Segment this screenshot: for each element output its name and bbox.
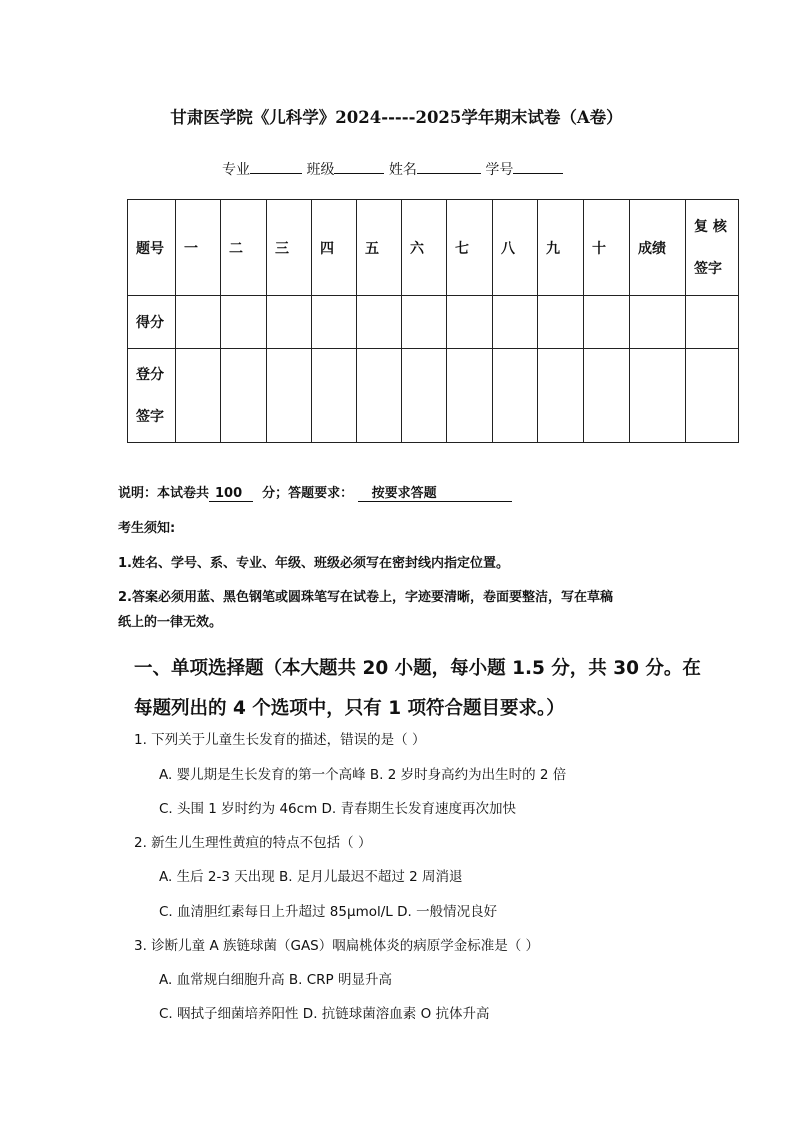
header-cell: 九 — [538, 200, 584, 296]
header-cell: 复 核 签字 — [686, 200, 739, 296]
question-3: 3. 诊断儿童 A 族链球菌（GAS）咽扁桃体炎的病原学金标准是（ ） — [134, 938, 540, 954]
score-table — [127, 199, 739, 443]
desc-prefix: 说明：本试卷共 — [118, 486, 210, 501]
notice-2: 2.答案必须用蓝、黑色钢笔或圆珠笔写在试卷上，字迹要清晰，卷面要整洁，写在草稿 — [118, 590, 613, 605]
header-cell: 题号 — [128, 200, 176, 296]
table-header-row — [128, 200, 739, 296]
score-cell[interactable] — [312, 296, 357, 349]
score-cell[interactable] — [538, 296, 584, 349]
header-cell: 一 — [176, 200, 221, 296]
header-cell: 三 — [267, 200, 312, 296]
sign-cell[interactable] — [493, 349, 538, 443]
class-label: 班级 — [306, 162, 335, 178]
header-cell: 成绩 — [630, 200, 686, 296]
header-cell: 十 — [584, 200, 630, 296]
notice-1: 1.姓名、学号、系、专业、年级、班级必须写在密封线内指定位置。 — [118, 556, 509, 571]
id-field[interactable] — [513, 159, 563, 174]
score-cell[interactable] — [630, 296, 686, 349]
notice-2-cont: 纸上的一律无效。 — [118, 615, 223, 630]
header-cell: 五 — [357, 200, 402, 296]
header-cell: 六 — [402, 200, 447, 296]
question-2-options-ab: A. 生后 2-3 天出现 B. 足月儿最迟不超过 2 周消退 — [159, 869, 463, 885]
header-cell: 二 — [221, 200, 267, 296]
question-3-options-ab: A. 血常规白细胞升高 B. CRP 明显升高 — [159, 972, 392, 988]
header-cell: 八 — [493, 200, 538, 296]
question-1-options-cd: C. 头围 1 岁时约为 46cm D. 青春期生长发育速度再次加快 — [159, 801, 516, 817]
question-1: 1. 下列关于儿童生长发育的描述，错误的是（ ） — [134, 732, 426, 748]
student-info-line — [222, 159, 563, 179]
sign-cell[interactable] — [630, 349, 686, 443]
section-heading-line1: 一、单项选择题（本大题共 20 小题，每小题 1.5 分，共 30 分。在 — [134, 658, 701, 679]
score-cell[interactable] — [267, 296, 312, 349]
sign-cell[interactable] — [176, 349, 221, 443]
score-cell[interactable] — [584, 296, 630, 349]
sign-cell[interactable] — [584, 349, 630, 443]
score-row — [128, 296, 739, 349]
desc-mid: 分；答题要求： — [262, 486, 354, 501]
section-heading-line2: 每题列出的 4 个选项中，只有 1 项符合题目要求。） — [134, 698, 565, 719]
score-cell[interactable] — [402, 296, 447, 349]
major-label: 专业 — [222, 162, 250, 178]
score-cell[interactable] — [176, 296, 221, 349]
sign-cell[interactable] — [402, 349, 447, 443]
total-score: 100 — [209, 486, 253, 502]
sign-cell[interactable] — [447, 349, 493, 443]
name-label: 姓名 — [388, 162, 417, 178]
sign-cell[interactable] — [357, 349, 402, 443]
sign-cell[interactable] — [686, 349, 739, 443]
header-cell: 七 — [447, 200, 493, 296]
question-3-options-cd: C. 咽拭子细菌培养阳性 D. 抗链球菌溶血素 O 抗体升高 — [159, 1006, 490, 1022]
question-1-options-ab: A. 婴儿期是生长发育的第一个高峰 B. 2 岁时身高约为出生时的 2 倍 — [159, 767, 567, 783]
row-label: 登分 签字 — [128, 349, 176, 443]
score-cell[interactable] — [357, 296, 402, 349]
score-cell[interactable] — [221, 296, 267, 349]
answer-requirement: 按要求答题 — [358, 482, 512, 502]
score-cell[interactable] — [447, 296, 493, 349]
header-cell: 四 — [312, 200, 357, 296]
sign-cell[interactable] — [221, 349, 267, 443]
score-cell[interactable] — [493, 296, 538, 349]
notice-title: 考生须知: — [118, 521, 176, 536]
exam-title: 甘肃医学院《儿科学》2024-----2025学年期末试卷（A卷） — [170, 108, 623, 127]
question-2-options-cd: C. 血清胆红素每日上升超过 85μmol/L D. 一般情况良好 — [159, 904, 498, 920]
question-2: 2. 新生儿生理性黄疸的特点不包括（ ） — [134, 835, 372, 851]
name-field[interactable] — [417, 159, 481, 174]
sign-cell[interactable] — [267, 349, 312, 443]
score-cell[interactable] — [686, 296, 739, 349]
signature-row — [128, 349, 739, 443]
major-field[interactable] — [250, 159, 302, 174]
sign-cell[interactable] — [538, 349, 584, 443]
id-label: 学号 — [485, 162, 514, 178]
exam-description — [118, 482, 512, 502]
row-label: 得分 — [128, 296, 176, 349]
class-field[interactable] — [334, 159, 384, 174]
sign-cell[interactable] — [312, 349, 357, 443]
